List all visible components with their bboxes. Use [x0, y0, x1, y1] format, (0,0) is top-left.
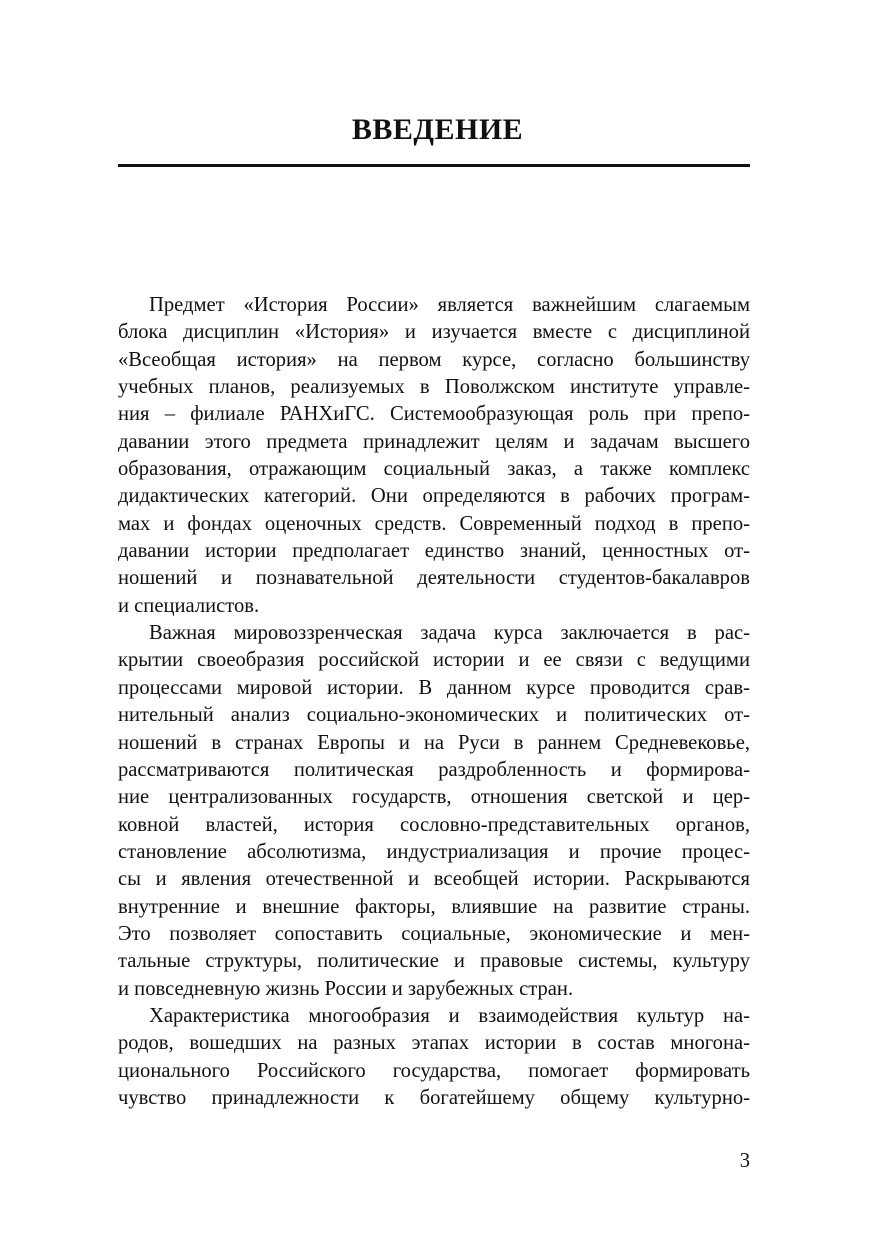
paragraph-line: и повседневную жизнь России и зарубежных стран. — [118, 977, 574, 1000]
paragraph-line: сы и явления отечественной и всеобщей истории. Раскрываются — [118, 868, 750, 891]
paragraph-line: ковной властей, история сословно-представительных органов, — [118, 813, 750, 836]
paragraph-line: ние централизованных государств, отношения светской и цер- — [118, 786, 750, 809]
paragraph-line: ния – филиале РАНХиГС. Системообразующая роль при препо- — [118, 403, 750, 426]
paragraph-line: и специалистов. — [118, 594, 260, 617]
paragraph-3 — [118, 1003, 750, 1112]
paragraph-line: мах и фондах оценочных средств. Современный подход в препо- — [118, 512, 750, 535]
paragraph-2 — [118, 620, 750, 1003]
paragraph-line: становление абсолютизма, индустриализация и прочие процес- — [118, 840, 750, 863]
paragraph-line: Характеристика многообразия и взаимодействия культур на- — [149, 1004, 750, 1027]
paragraph-line: процессами мировой истории. В данном курсе проводится срав- — [118, 676, 750, 699]
title-rule — [118, 164, 750, 167]
paragraph-line: «Всеобщая история» на первом курсе, согласно большинству — [118, 348, 750, 371]
paragraph-line: давании этого предмета принадлежит целям и задачам высшего — [118, 430, 750, 453]
page-title: ВВЕДЕНИЕ — [351, 113, 524, 146]
paragraph-line: давании истории предполагает единство знаний, ценностных от- — [118, 540, 750, 563]
paragraph-1 — [118, 292, 750, 620]
paragraph-line: блока дисциплин «История» и изучается вместе с дисциплиной — [118, 321, 750, 344]
paragraph-line: родов, вошедших на разных этапах истории в состав многона- — [118, 1032, 750, 1055]
paragraph-line: образования, отражающим социальный заказ, а также комплекс — [118, 458, 750, 481]
paragraph-line: ношений в странах Европы и на Руси в раннем Средневековье, — [118, 731, 750, 754]
page-number: 3 — [739, 1150, 750, 1172]
paragraph-line: чувство принадлежности к богатейшему общему культурно- — [118, 1086, 750, 1109]
paragraph-line: нительный анализ социально-экономических и политических от- — [118, 704, 750, 727]
paragraph-line: ношений и познавательной деятельности студентов-бакалавров — [118, 567, 750, 590]
paragraph-line: тальные структуры, политические и правовые системы, культуру — [118, 950, 750, 973]
paragraph-line: ционального Российского государства, помогает формировать — [118, 1059, 750, 1082]
paragraph-line: учебных планов, реализуемых в Поволжском институте управле- — [118, 376, 750, 399]
paragraph-line: Предмет «История России» является важнейшим слагаемым — [149, 294, 750, 316]
paragraph-line: рассматриваются политическая раздробленность и формирова- — [118, 758, 750, 781]
paragraph-line: внутренние и внешние факторы, влиявшие на развитие страны. — [118, 895, 750, 918]
paragraph-line: дидактических категорий. Они определяются в рабочих програм- — [118, 485, 750, 508]
paragraph-line: крытии своеобразия российской истории и ее связи с ведущими — [118, 649, 750, 672]
body-text — [118, 292, 750, 1112]
paragraph-line: Важная мировоззренческая задача курса заключается в рас- — [149, 622, 750, 645]
paragraph-line: Это позволяет сопоставить социальные, экономические и мен- — [118, 922, 750, 945]
